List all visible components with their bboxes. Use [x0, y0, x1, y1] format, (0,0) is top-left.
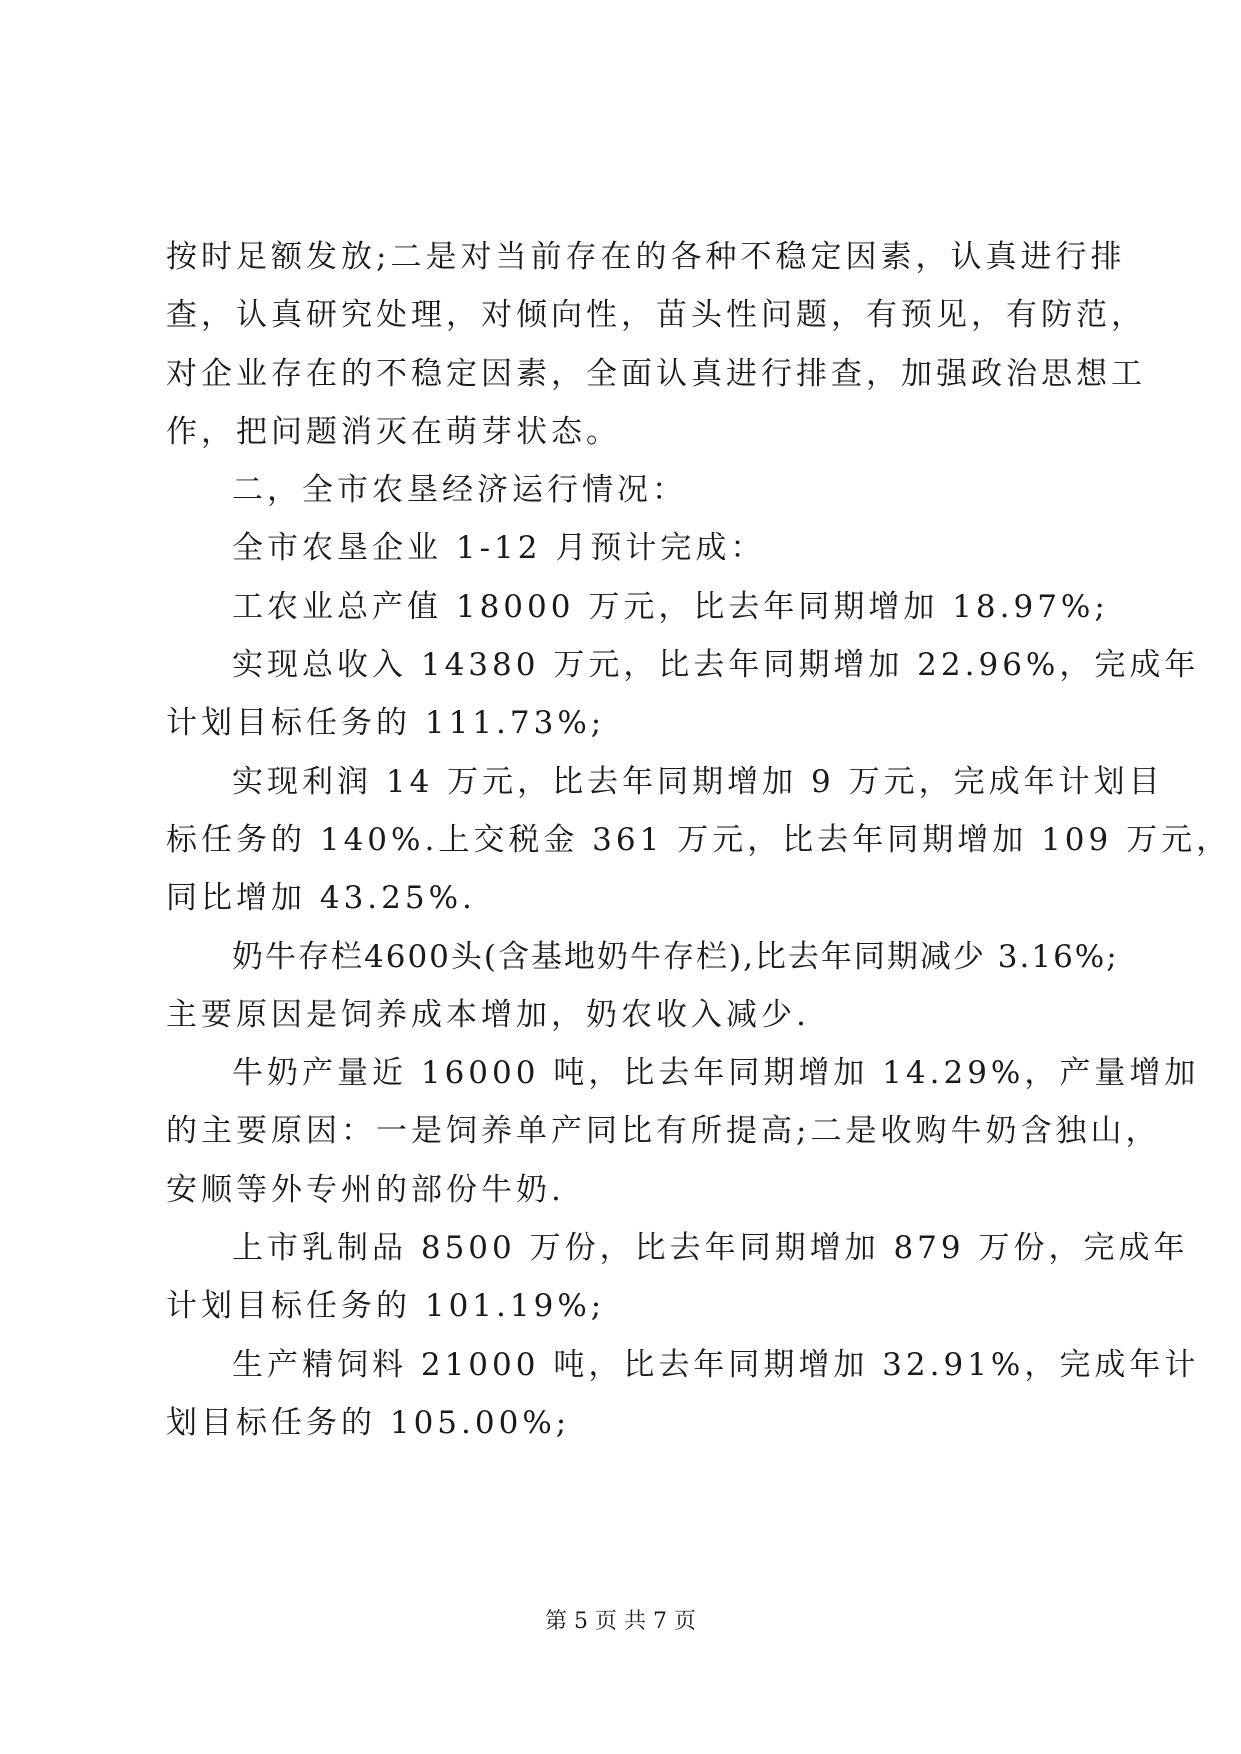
text-line-11: 标任务的 140%.上交税金 361 万元，比去年同期增加 109 万元，	[166, 821, 1232, 858]
page-indicator: 第 5 页 共 7 页	[545, 1609, 696, 1634]
page-footer	[0, 1604, 1241, 1635]
text-line-19: 计划目标任务的 101.19%;	[166, 1288, 606, 1325]
text-line-4: 作，把问题消灭在萌芽状态。	[166, 413, 621, 450]
text-line-12: 同比增加 43.25%.	[166, 880, 476, 917]
text-line-3: 对企业存在的不稳定因素，全面认真进行排查，加强政治思想工	[166, 355, 1146, 392]
text-line-9: 计划目标任务的 111.73%;	[166, 705, 606, 742]
text-line-18: 上市乳制品 8500 万份，比去年同期增加 879 万份，完成年	[232, 1230, 1189, 1267]
text-line-17: 安顺等外专州的部份牛奶.	[166, 1171, 565, 1208]
document-body	[166, 228, 1232, 1452]
text-line-10: 实现利润 14 万元，比去年同期增加 9 万元，完成年计划目	[232, 763, 1164, 800]
text-line-2: 查，认真研究处理，对倾向性，苗头性问题，有预见，有防范，	[166, 297, 1146, 334]
text-line-13: 奶牛存栏4600头(含基地奶牛存栏),比去年同期减少 3.16%;	[232, 938, 1119, 975]
text-line-7: 工农业总产值 18000 万元，比去年同期增加 18.97%;	[232, 588, 1109, 625]
text-line-6: 全市农垦企业 1-12 月预计完成：	[232, 530, 766, 567]
text-line-20: 生产精饲料 21000 吨，比去年同期增加 32.91%，完成年计	[232, 1346, 1200, 1383]
text-line-16: 的主要原因：一是饲养单产同比有所提高;二是收购牛奶含独山，	[166, 1113, 1161, 1150]
text-line-15: 牛奶产量近 16000 吨，比去年同期增加 14.29%，产量增加	[232, 1055, 1200, 1092]
text-line-21: 划目标任务的 105.00%;	[166, 1404, 571, 1441]
section-heading: 二，全市农垦经济运行情况：	[232, 472, 687, 509]
text-line-8: 实现总收入 14380 万元，比去年同期增加 22.96%，完成年	[232, 647, 1200, 684]
text-line-1: 按时足额发放;二是对当前存在的各种不稳定因素，认真进行排	[166, 239, 1126, 275]
text-line-14: 主要原因是饲养成本增加，奶农收入减少.	[166, 996, 810, 1033]
